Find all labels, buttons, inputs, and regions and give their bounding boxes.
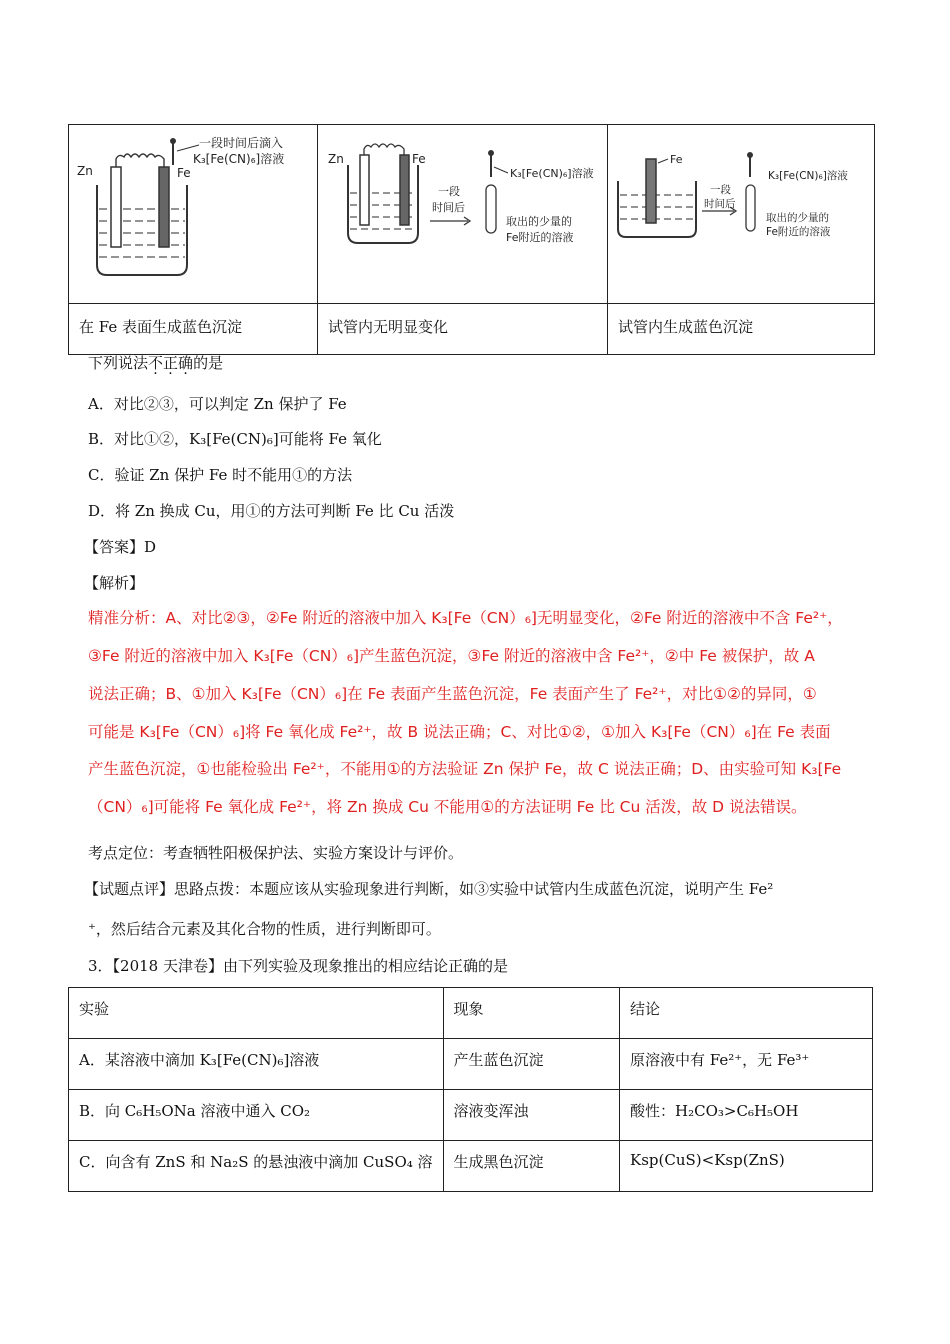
analysis-label: 【解析】 [84, 574, 145, 592]
take-text-1-fig3: 取出的少量的 [766, 212, 829, 224]
kaodian: 考点定位：考查牺牲阳极保护法、实验方案设计与评价。 [88, 844, 464, 862]
apparatus-figure-1 [69, 125, 318, 304]
result-cell-1: 在 Fe 表面生成蓝色沉淀 [69, 304, 318, 355]
label-fe-1: Fe [177, 166, 191, 180]
result-cell-3: 试管内生成蓝色沉淀 [608, 304, 875, 355]
experiment-table [68, 124, 875, 355]
label-fe-3: Fe [670, 153, 683, 166]
emphasis-char: 正 [163, 354, 179, 372]
analysis-line: （CN）₆]可能将 Fe 氧化成 Fe²⁺，将 Zn 换成 Cu 不能用①的方法证明 Fe 比 Cu 活泼，故 D 说法错误。 [88, 798, 807, 816]
apparatus-figure-3 [608, 125, 875, 304]
answer: 【答案】D [84, 538, 157, 556]
label-fe-2: Fe [412, 152, 426, 166]
analysis-line: 说法正确；B、①加入 K₃[Fe（CN）₆]在 Fe 表面产生蓝色沉淀，Fe 表面产生了 Fe²⁺，对比①②的异同，① [88, 685, 817, 703]
reagent-fig3: K₃[Fe(CN)₆]溶液 [768, 170, 848, 182]
question-3-title: 3．【2018 天津卷】由下列实验及现象推出的相应结论正确的是 [88, 957, 508, 975]
result-cell-2: 试管内无明显变化 [318, 304, 608, 355]
header-experiment: 实验 [79, 1000, 110, 1018]
arrow-text-1-fig2: 一段 [438, 185, 460, 198]
question-stem: 下列说法不正确的是 [88, 354, 224, 372]
option-a: A．对比②③，可以判定 Zn 保护了 Fe [88, 395, 347, 413]
row-c-conclusion: Ksp(CuS)<Ksp(ZnS) [630, 1151, 785, 1169]
row-b-phenomenon: 溶液变浑浊 [453, 1102, 529, 1120]
header-phenomenon: 现象 [453, 1000, 484, 1018]
row-a-phenomenon: 产生蓝色沉淀 [453, 1051, 544, 1069]
option-c: C．验证 Zn 保护 Fe 时不能用①的方法 [88, 466, 353, 484]
take-text-2-fig3: Fe附近的溶液 [766, 226, 831, 238]
emphasis-char: 确 [178, 354, 194, 372]
row-a-conclusion: 原溶液中有 Fe²⁺，无 Fe³⁺ [630, 1051, 810, 1069]
take-text-1-fig2: 取出的少量的 [506, 215, 572, 228]
analysis-line: ③Fe 附近的溶液中加入 K₃[Fe（CN）₆]产生蓝色沉淀，③Fe 附近的溶液中含 Fe²⁺，②中 Fe 被保护，故 A [88, 647, 815, 665]
comment-line-2: ⁺，然后结合元素及其化合物的性质，进行判断即可。 [88, 920, 441, 938]
note-2-fig1: K₃[Fe(CN)₆]溶液 [193, 152, 285, 166]
analysis-line: 精准分析：A、对比②③，②Fe 附近的溶液中加入 K₃[Fe（CN）₆]无明显变化，②Fe 附近的溶液中不含 Fe²⁺， [88, 609, 843, 627]
comment-line-1: 【试题点评】思路点拨：本题应该从实验现象进行判断，如③实验中试管内生成蓝色沉淀，说明产生 Fe² [84, 880, 774, 898]
row-c-phenomenon: 生成黑色沉淀 [453, 1153, 544, 1171]
arrow-text-2-fig2: 时间后 [432, 201, 465, 214]
row-a-experiment: A．某溶液中滴加 K₃[Fe(CN)₆]溶液 [79, 1051, 320, 1069]
row-b-conclusion: 酸性：H₂CO₃>C₆H₅OH [630, 1102, 799, 1120]
take-text-2-fig2: Fe附近的溶液 [506, 231, 574, 244]
question-3-table [68, 987, 873, 1192]
analysis-line: 可能是 K₃[Fe（CN）₆]将 Fe 氧化成 Fe²⁺，故 B 说法正确；C、对比①②，①加入 K₃[Fe（CN）₆]在 Fe 表面 [88, 723, 831, 741]
analysis-line: 产生蓝色沉淀，①也能检验出 Fe²⁺，不能用①的方法验证 Zn 保护 Fe，故 C 说法正确；D、由实验可知 K₃[Fe [88, 760, 842, 778]
note-1-fig1: 一段时间后滴入 [199, 136, 284, 150]
option-d: D．将 Zn 换成 Cu，用①的方法可判断 Fe 比 Cu 活泼 [88, 502, 455, 520]
label-zn-1: Zn [77, 164, 93, 178]
arrow-text-1-fig3: 一段 [710, 184, 731, 196]
emphasis-char: 不 [148, 354, 164, 372]
header-conclusion: 结论 [630, 1000, 661, 1018]
apparatus-figure-2 [318, 125, 608, 304]
row-b-experiment: B．向 C₆H₅ONa 溶液中通入 CO₂ [79, 1102, 311, 1120]
label-zn-2: Zn [328, 152, 344, 166]
arrow-text-2-fig3: 时间后 [704, 198, 736, 210]
row-c-experiment: C．向含有 ZnS 和 Na₂S 的悬浊液中滴加 CuSO₄ 溶 [79, 1153, 433, 1171]
reagent-fig2: K₃[Fe(CN)₆]溶液 [510, 167, 594, 180]
option-b: B．对比①②，K₃[Fe(CN)₆]可能将 Fe 氧化 [88, 430, 382, 448]
